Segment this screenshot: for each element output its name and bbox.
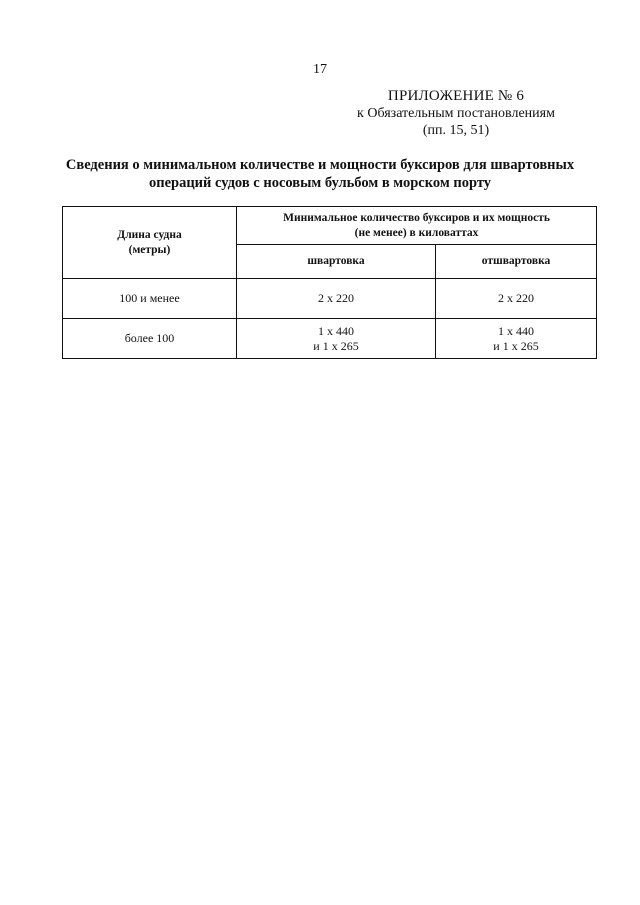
header-tug-group-line-1: Минимальное количество буксиров и их мощность xyxy=(283,211,550,224)
header-unmooring: отшвартовка xyxy=(436,245,597,279)
cell-mooring-line: и 1 х 265 xyxy=(313,338,359,353)
table-row xyxy=(63,279,597,319)
document-title-line-2: операций судов с носовым бульбом в морском порту xyxy=(148,175,492,191)
header-vessel-length-unit: (метры) xyxy=(128,243,171,256)
appendix-title: ПРИЛОЖЕНИЕ № 6 xyxy=(387,88,525,104)
cell-mooring-line: 1 х 440 xyxy=(318,323,354,338)
header-vessel-length xyxy=(63,207,237,279)
table-row xyxy=(63,319,597,359)
cell-unmooring xyxy=(436,279,597,319)
cell-unmooring-line: 2 х 220 xyxy=(498,291,534,305)
cell-unmooring-line: 1 х 440 xyxy=(498,323,534,338)
page-number: 17 xyxy=(313,62,327,77)
header-tug-group xyxy=(237,207,597,245)
header-mooring: швартовка xyxy=(237,245,436,279)
cell-mooring xyxy=(237,279,436,319)
table-header-row xyxy=(63,207,597,245)
cell-unmooring xyxy=(436,319,597,359)
appendix-block xyxy=(326,88,586,139)
document-title-line-1: Сведения о минимальном количестве и мощности буксиров для швартовных xyxy=(65,157,575,173)
header-vessel-length-label: Длина судна xyxy=(117,228,182,241)
cell-vessel-length: 100 и менее xyxy=(63,279,237,319)
header-tug-group-line-2: (не менее) в киловаттах xyxy=(354,226,479,239)
cell-unmooring-line: и 1 х 265 xyxy=(493,338,539,353)
appendix-reference: к Обязательным постановлениям xyxy=(357,106,555,121)
tug-requirements-table xyxy=(62,206,597,359)
document-title xyxy=(40,156,600,192)
cell-mooring-line: 2 х 220 xyxy=(318,291,354,305)
cell-vessel-length: более 100 xyxy=(63,319,237,359)
cell-mooring xyxy=(237,319,436,359)
appendix-clauses: (пп. 15, 51) xyxy=(422,123,490,138)
